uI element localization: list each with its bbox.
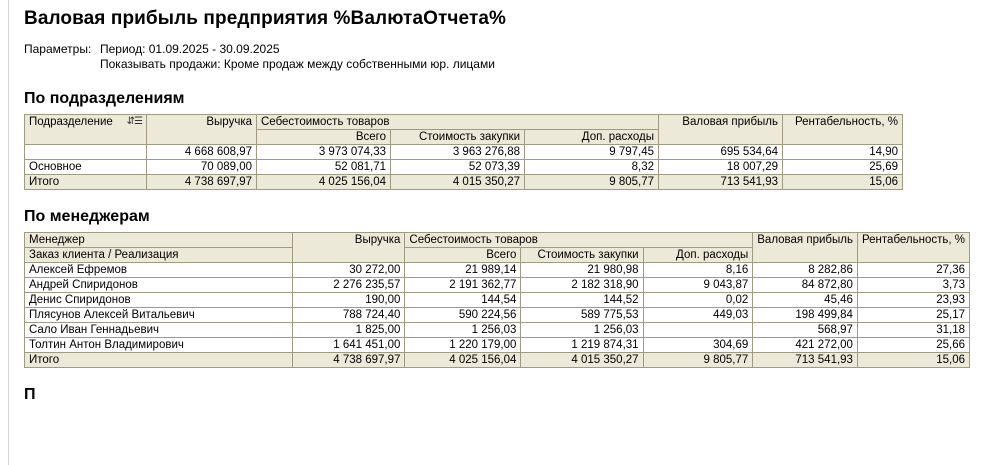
cell-profitability: 23,93	[857, 293, 969, 308]
cell-total-cost-purchase: 4 015 350,27	[391, 175, 525, 190]
column-header-department[interactable]: ⇵☰ Подразделение	[25, 115, 147, 145]
cell-cost-purchase: 52 073,39	[391, 160, 525, 175]
cell-profitability: 3,73	[857, 278, 969, 293]
cell-manager-name: Плясунов Алексей Витальевич	[25, 308, 293, 323]
column-header-revenue[interactable]: Выручка	[292, 233, 405, 263]
cell-cost-extra: 449,03	[643, 308, 753, 323]
cell-gross-profit: 568,97	[753, 323, 858, 338]
cell-cost-purchase: 21 980,98	[521, 263, 643, 278]
cell-revenue: 30 272,00	[292, 263, 405, 278]
cell-cost-purchase: 2 182 318,90	[521, 278, 643, 293]
cell-gross-profit: 8 282,86	[753, 263, 858, 278]
cell-revenue: 1 825,00	[292, 323, 405, 338]
table-managers	[24, 232, 970, 368]
cell-manager-name: Толтин Антон Владимирович	[25, 338, 293, 353]
table-departments	[24, 114, 903, 190]
cell-cost-extra: 0,02	[643, 293, 753, 308]
cell-cost-total: 2 191 362,77	[405, 278, 521, 293]
cell-gross-profit: 84 872,80	[753, 278, 858, 293]
table-row[interactable]	[25, 308, 970, 323]
cell-gross-profit: 18 007,29	[659, 160, 783, 175]
column-header-manager[interactable]: Менеджер	[25, 233, 293, 248]
cell-cost-extra: 9 797,45	[525, 145, 659, 160]
cell-revenue: 70 089,00	[147, 160, 257, 175]
cell-total-revenue: 4 738 697,97	[292, 353, 405, 368]
cell-total-cost-purchase: 4 015 350,27	[521, 353, 643, 368]
table-row[interactable]	[25, 323, 970, 338]
sort-indicator-icon[interactable]: ⇵☰	[126, 116, 142, 127]
cell-profitability: 27,36	[857, 263, 969, 278]
cell-department-name	[25, 145, 147, 160]
cell-manager-name: Сало Иван Геннадьевич	[25, 323, 293, 338]
section-title-managers: По менеджерам	[24, 208, 150, 225]
parameter-row	[24, 42, 970, 57]
cell-total-label: Итого	[25, 353, 293, 368]
cell-revenue: 190,00	[292, 293, 405, 308]
cell-cost-total: 144,54	[405, 293, 521, 308]
cell-revenue: 2 276 235,57	[292, 278, 405, 293]
column-header-order-sale[interactable]: Заказ клиента / Реализация	[25, 248, 293, 263]
cell-total-cost-total: 4 025 156,04	[405, 353, 521, 368]
cell-total-cost-extra: 9 805,77	[643, 353, 753, 368]
cell-cost-purchase: 589 775,53	[521, 308, 643, 323]
cell-cost-total: 21 989,14	[405, 263, 521, 278]
cell-revenue: 1 641 451,00	[292, 338, 405, 353]
cell-cost-purchase: 3 963 276,88	[391, 145, 525, 160]
cell-total-revenue: 4 738 697,97	[147, 175, 257, 190]
cell-cost-extra	[643, 323, 753, 338]
table-header-row	[25, 115, 903, 130]
column-header-cost-extra[interactable]: Доп. расходы	[643, 248, 753, 263]
column-header-gross-profit[interactable]: Валовая прибыль	[753, 233, 858, 263]
cell-profitability: 25,69	[783, 160, 903, 175]
cell-total-cost-extra: 9 805,77	[525, 175, 659, 190]
cell-cost-purchase: 1 219 874,31	[521, 338, 643, 353]
table-row[interactable]	[25, 293, 970, 308]
cell-manager-name: Денис Спиридонов	[25, 293, 293, 308]
page-left-rule	[8, 0, 9, 465]
cell-profitability: 31,18	[857, 323, 969, 338]
cell-total-profitability: 15,06	[857, 353, 969, 368]
cell-cost-total: 1 220 179,00	[405, 338, 521, 353]
table-row[interactable]	[25, 160, 903, 175]
cell-cost-extra: 304,69	[643, 338, 753, 353]
table-row[interactable]	[25, 338, 970, 353]
page-title: Валовая прибыль предприятия %ВалютаОтчета%	[24, 8, 507, 29]
column-header-cost-purchase[interactable]: Стоимость закупки	[391, 130, 525, 145]
cell-gross-profit: 421 272,00	[753, 338, 858, 353]
section-title-next: П	[24, 386, 36, 403]
cell-cost-purchase: 1 256,03	[521, 323, 643, 338]
column-header-cost-extra[interactable]: Доп. расходы	[525, 130, 659, 145]
cell-gross-profit: 695 534,64	[659, 145, 783, 160]
parameter-row	[24, 57, 970, 72]
table-row[interactable]	[25, 263, 970, 278]
cell-department-name: Основное	[25, 160, 147, 175]
cell-manager-name: Алексей Ефремов	[25, 263, 293, 278]
parameter-period: Период: 01.09.2025 - 30.09.2025	[100, 42, 280, 56]
cell-cost-purchase: 144,52	[521, 293, 643, 308]
column-header-gross-profit[interactable]: Валовая прибыль	[659, 115, 783, 145]
cell-total-profitability: 15,06	[783, 175, 903, 190]
cell-profitability: 25,66	[857, 338, 969, 353]
cell-profitability: 14,90	[783, 145, 903, 160]
column-header-cost-total[interactable]: Всего	[257, 130, 391, 145]
table-row[interactable]	[25, 145, 903, 160]
cell-revenue: 788 724,40	[292, 308, 405, 323]
parameter-show-sales: Показывать продажи: Кроме продаж между собственными юр. лицами	[100, 57, 495, 71]
column-header-cost-total[interactable]: Всего	[405, 248, 521, 263]
cell-gross-profit: 198 499,84	[753, 308, 858, 323]
cell-manager-name: Андрей Спиридонов	[25, 278, 293, 293]
report-content	[18, 0, 970, 410]
column-header-profitability[interactable]: Рентабельность, %	[783, 115, 903, 145]
parameters-label-spacer	[24, 57, 100, 72]
table-total-row[interactable]	[25, 175, 903, 190]
cell-cost-total: 52 081,71	[257, 160, 391, 175]
cell-cost-extra: 8,16	[643, 263, 753, 278]
cell-cost-total: 3 973 074,33	[257, 145, 391, 160]
table-total-row[interactable]	[25, 353, 970, 368]
table-header-row	[25, 233, 970, 248]
column-header-cost-group[interactable]: Себестоимость товаров	[405, 233, 753, 248]
cell-total-gross-profit: 713 541,93	[659, 175, 783, 190]
cell-cost-total: 590 224,56	[405, 308, 521, 323]
cell-total-cost-total: 4 025 156,04	[257, 175, 391, 190]
cell-cost-total: 1 256,03	[405, 323, 521, 338]
section-title-departments: По подразделениям	[24, 90, 185, 107]
cell-cost-extra: 9 043,87	[643, 278, 753, 293]
column-header-revenue[interactable]: Выручка	[147, 115, 257, 145]
table-row[interactable]	[25, 278, 970, 293]
cell-total-label: Итого	[25, 175, 147, 190]
parameters-label: Параметры:	[24, 42, 92, 56]
column-header-profitability[interactable]: Рентабельность, %	[857, 233, 969, 263]
report-parameters	[24, 42, 970, 72]
cell-profitability: 25,17	[857, 308, 969, 323]
cell-cost-extra: 8,32	[525, 160, 659, 175]
cell-total-gross-profit: 713 541,93	[753, 353, 858, 368]
column-header-cost-group[interactable]: Себестоимость товаров	[257, 115, 659, 130]
cell-revenue: 4 668 608,97	[147, 145, 257, 160]
column-header-cost-purchase[interactable]: Стоимость закупки	[521, 248, 643, 263]
cell-gross-profit: 45,46	[753, 293, 858, 308]
